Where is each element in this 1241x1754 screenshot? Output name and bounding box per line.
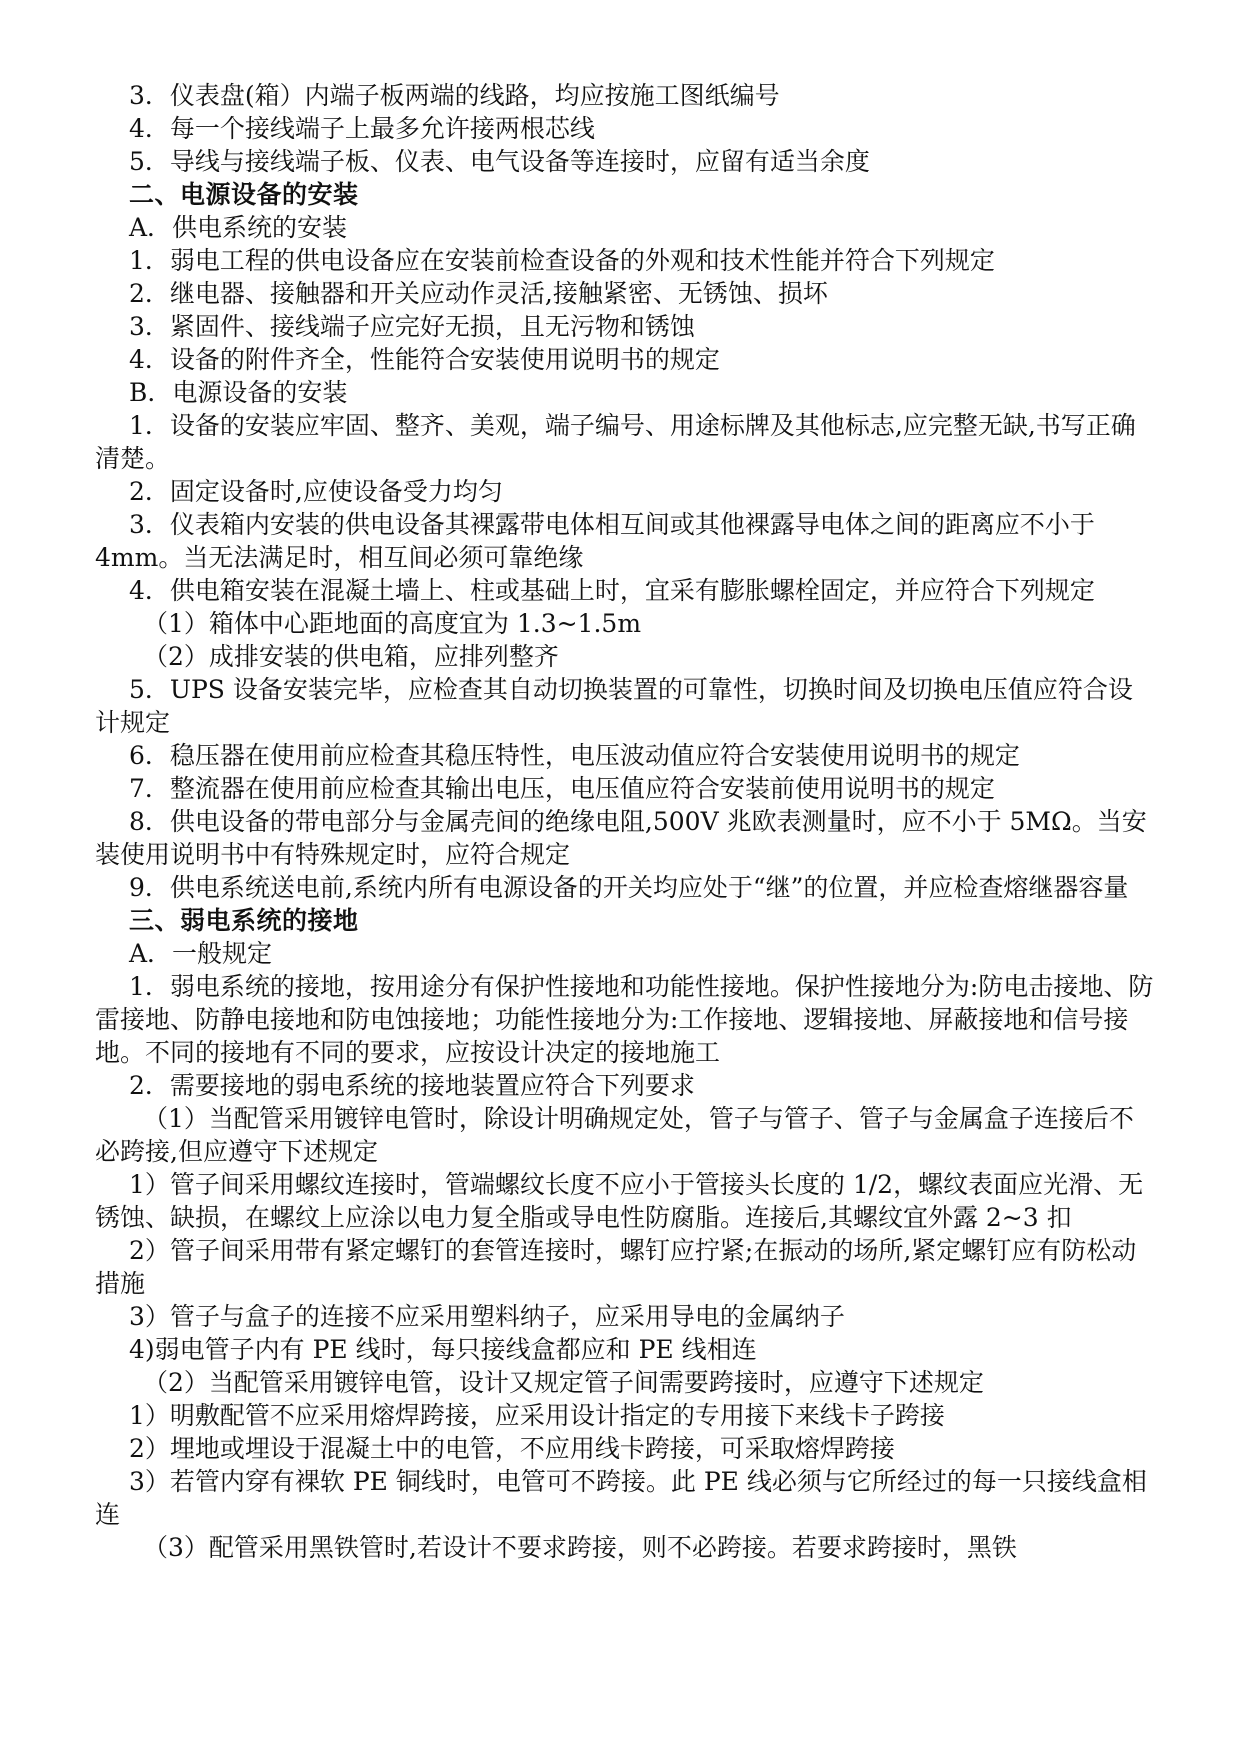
paragraph: 3．紧固件、接线端子应完好无损，且无污物和锈蚀 xyxy=(129,312,695,341)
paragraph: 1．设备的安装应牢固、整齐、美观，端子编号、用途标牌及其他标志,应完整无缺,书写正确清楚。 xyxy=(95,411,1136,473)
list-item: （2）当配管采用镀锌电管，设计又规定管子间需要跨接时，应遵守下述规定 xyxy=(143,1368,984,1397)
paragraph: 5．UPS 设备安装完毕，应检查其自动切换装置的可靠性，切换时间及切换电压值应符合设计规定 xyxy=(95,675,1133,737)
list-item: （2）成排安装的供电箱，应排列整齐 xyxy=(143,642,559,671)
list-item: （1）箱体中心距地面的高度宜为 1.3~1.5m xyxy=(143,609,642,638)
list-item: （3）配管采用黑铁管时,若设计不要求跨接，则不必跨接。若要求跨接时，黑铁 xyxy=(143,1533,1017,1562)
section-heading: 二、电源设备的安装 xyxy=(129,180,359,209)
subsection-heading: B．电源设备的安装 xyxy=(129,378,348,407)
paragraph: 2．需要接地的弱电系统的接地装置应符合下列要求 xyxy=(129,1071,695,1100)
paragraph: 5．导线与接线端子板、仪表、电气设备等连接时，应留有适当余度 xyxy=(129,147,870,176)
paragraph: 1．弱电工程的供电设备应在安装前检查设备的外观和技术性能并符合下列规定 xyxy=(129,246,995,275)
paragraph: 4．设备的附件齐全，性能符合安装使用说明书的规定 xyxy=(129,345,720,374)
list-item: （1）当配管采用镀锌电管时，除设计明确规定处，管子与管子、管子与金属盒子连接后不必跨接,但应遵守下述规定 xyxy=(95,1104,1134,1166)
subsection-heading: A．一般规定 xyxy=(129,939,273,968)
subsection-heading: A．供电系统的安装 xyxy=(129,213,348,242)
paragraph: 4．每一个接线端子上最多允许接两根芯线 xyxy=(129,114,595,143)
paragraph: 8．供电设备的带电部分与金属壳间的绝缘电阻,500V 兆欧表测量时，应不小于 5MΩ。当安装使用说明书中有特殊规定时，应符合规定 xyxy=(95,807,1147,869)
paragraph: 1．弱电系统的接地，按用途分有保护性接地和功能性接地。保护性接地分为:防电击接地、防雷接地、防静电接地和防电蚀接地；功能性接地分为:工作接地、逻辑接地、屏蔽接地和信号接地。不同的接地有不同的要求，应按设计决定的接地施工 xyxy=(95,972,1154,1067)
paragraph: 3．仪表箱内安装的供电设备其裸露带电体相互间或其他裸露导电体之间的距离应不小于 4mm。当无法满足时，相互间必须可靠绝缘 xyxy=(95,510,1095,572)
paragraph: 6．稳压器在使用前应检查其稳压特性，电压波动值应符合安装使用说明书的规定 xyxy=(129,741,1020,770)
paragraph: 3）管子与盒子的连接不应采用塑料纳子，应采用导电的金属纳子 xyxy=(129,1302,845,1331)
paragraph: 7．整流器在使用前应检查其输出电压，电压值应符合安装前使用说明书的规定 xyxy=(129,774,995,803)
paragraph: 4)弱电管子内有 PE 线时，每只接线盒都应和 PE 线相连 xyxy=(129,1335,757,1364)
paragraph: 3）若管内穿有裸软 PE 铜线时，电管可不跨接。此 PE 线必须与它所经过的每一只接线盒相连 xyxy=(95,1467,1147,1529)
paragraph: 4．供电箱安装在混凝土墙上、柱或基础上时，宜采有膨胀螺栓固定，并应符合下列规定 xyxy=(129,576,1095,605)
paragraph: 9．供电系统送电前,系统内所有电源设备的开关均应处于“继”的位置，并应检查熔继器容量 xyxy=(129,873,1129,902)
paragraph: 2．固定设备时,应使设备受力均匀 xyxy=(129,477,503,506)
paragraph: 3．仪表盘(箱）内端子板两端的线路，均应按施工图纸编号 xyxy=(129,81,780,110)
paragraph: 2）埋地或埋设于混凝土中的电管，不应用线卡跨接，可采取熔焊跨接 xyxy=(129,1434,895,1463)
paragraph: 1）明敷配管不应采用熔焊跨接，应采用设计指定的专用接下来线卡子跨接 xyxy=(129,1401,945,1430)
paragraph: 2）管子间采用带有紧定螺钉的套管连接时，螺钉应拧紧;在振动的场所,紧定螺钉应有防松动措施 xyxy=(95,1236,1137,1298)
section-heading: 三、弱电系统的接地 xyxy=(129,906,359,935)
paragraph: 2．继电器、接触器和开关应动作灵活,接触紧密、无锈蚀、损坏 xyxy=(129,279,828,308)
document-body xyxy=(95,79,1155,1564)
paragraph: 1）管子间采用螺纹连接时，管端螺纹长度不应小于管接头长度的 1/2，螺纹表面应光滑、无锈蚀、缺损，在螺纹上应涂以电力复全脂或导电性防腐脂。连接后,其螺纹宜外露 2~3 扣 xyxy=(95,1170,1144,1232)
